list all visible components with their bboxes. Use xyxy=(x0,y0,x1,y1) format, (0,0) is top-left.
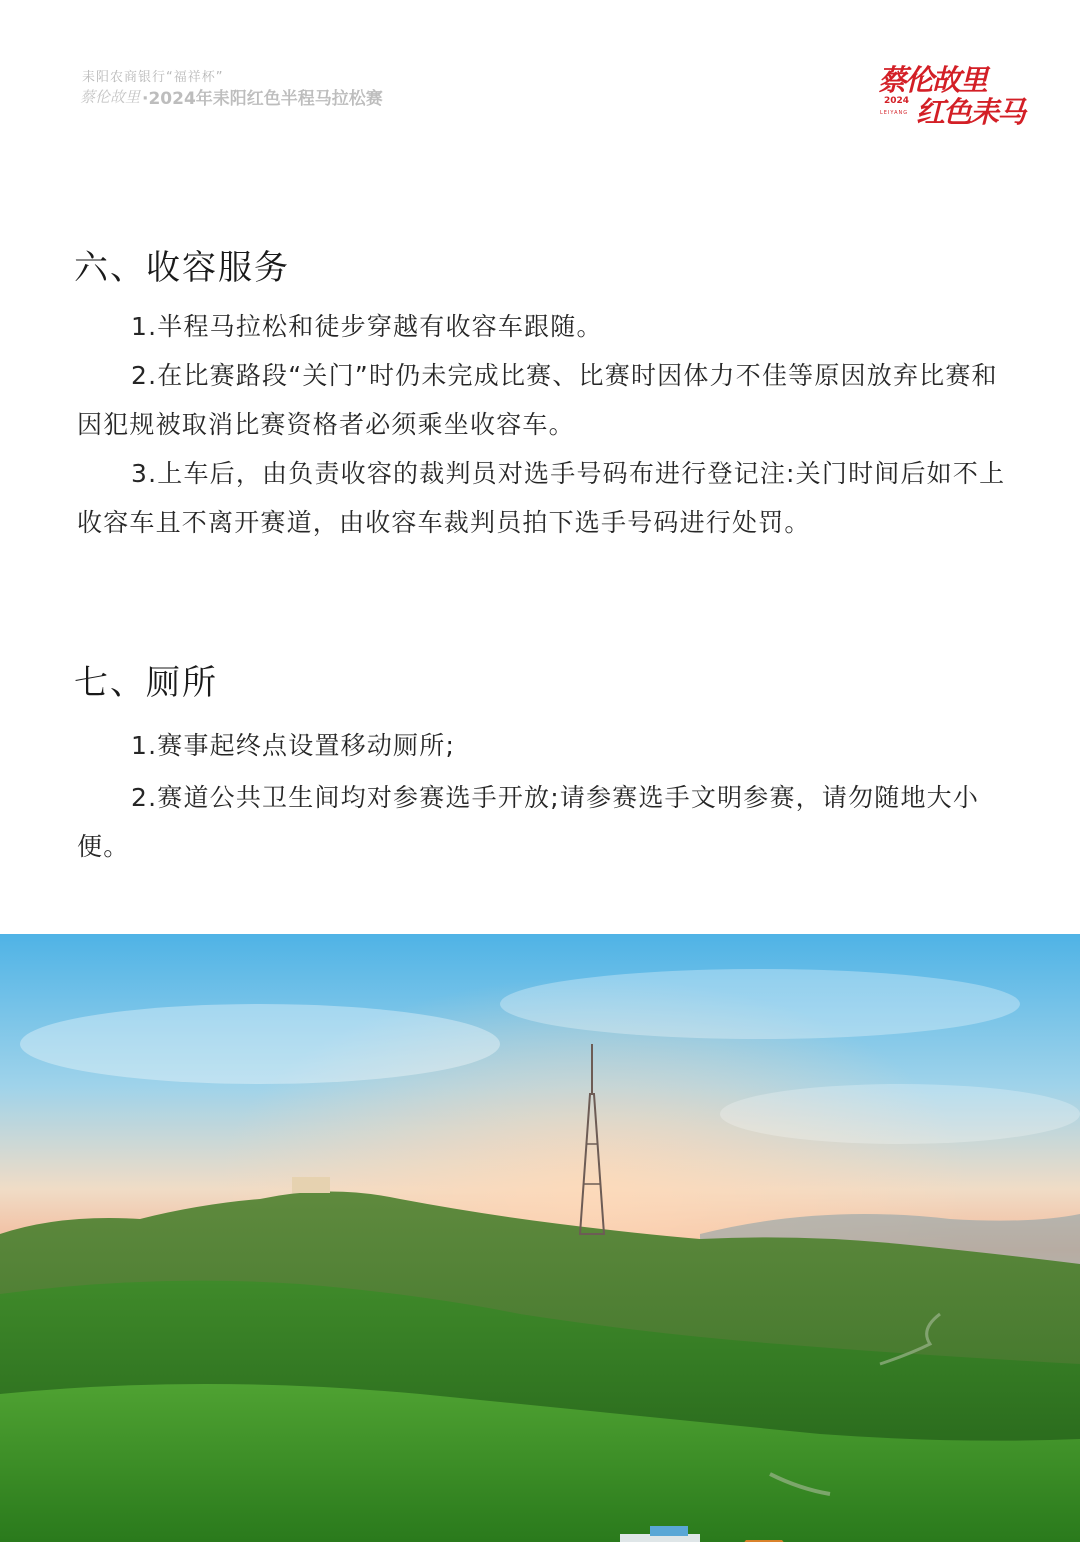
event-logo xyxy=(872,58,1025,129)
cloud xyxy=(20,1004,500,1084)
hilltop-building xyxy=(292,1177,330,1193)
paragraph: 1.半程马拉松和徒步穿越有收容车跟随。 xyxy=(131,312,603,341)
logo-top-text: 蔡伦故里 xyxy=(878,63,987,97)
landscape-photo xyxy=(0,934,1080,1542)
header-event-name: ·2024年耒阳红色半程马拉松赛 xyxy=(142,89,383,109)
logo-sub: LEIYANG xyxy=(880,110,909,116)
header-script-logo: 蔡伦故里 xyxy=(80,88,141,106)
cloud xyxy=(720,1084,1080,1144)
header-sponsor-line: 耒阳农商银行“福祥杯” xyxy=(82,70,224,85)
logo-bottom-text: 红色耒马 xyxy=(916,95,1025,129)
section-title: 六、收容服务 xyxy=(74,248,290,288)
page-header xyxy=(0,0,1080,140)
header-event-title xyxy=(80,84,383,109)
paragraph: 2.在比赛路段“关门”时仍未完成比赛、比赛时因体力不佳等原因放弃比赛和因犯规被取消比赛资格者必须乘坐收容车。 xyxy=(77,361,998,439)
section-title: 七、厕所 xyxy=(74,663,218,703)
paragraph: 2.赛道公共卫生间均对参赛选手开放;请参赛选手文明参赛，请勿随地大小便。 xyxy=(77,783,980,861)
cloud xyxy=(500,969,1020,1039)
paragraph: 1.赛事起终点设置移动厕所; xyxy=(131,731,456,760)
logo-year: 2024 xyxy=(884,96,910,106)
paragraph: 3.上车后，由负责收容的裁判员对选手号码布进行登记注:关门时间后如不上收容车且不离开赛道，由收容车裁判员拍下选手号码进行处罚。 xyxy=(77,459,1006,537)
